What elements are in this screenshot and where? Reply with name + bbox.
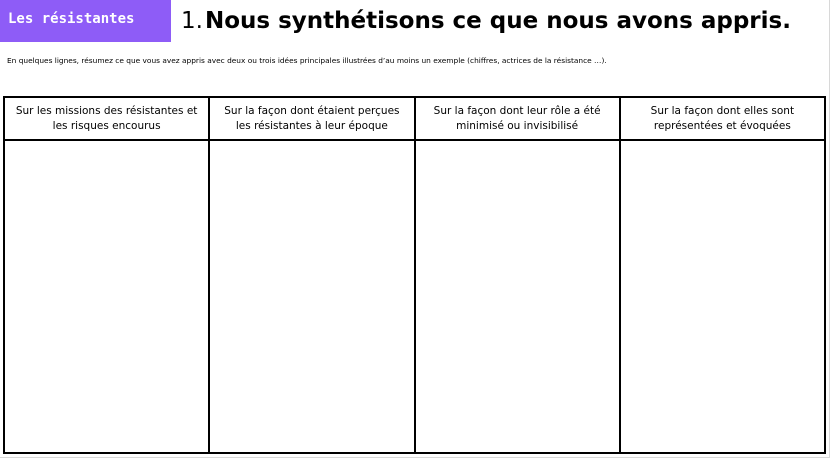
instructions-text: En quelques lignes, résumez ce que vous avez appris avec deux ou trois idées principales illustrées d’au moins un exemple (chiffres, actrices de la résistance …).	[7, 56, 607, 65]
table-column-invisibilisation	[416, 98, 621, 452]
title-number: 1.	[181, 8, 203, 34]
table-column-representation	[621, 98, 824, 452]
table-column-perception	[210, 98, 415, 452]
title-text: Nous synthétisons ce que nous avons appris.	[204, 8, 791, 34]
column-body-representation[interactable]	[621, 141, 824, 452]
column-body-missions[interactable]	[5, 141, 208, 452]
column-body-perception[interactable]	[210, 141, 413, 452]
column-header-invisibilisation: Sur la façon dont leur rôle a été minimisé ou invisibilisé	[416, 98, 619, 141]
column-body-invisibilisation[interactable]	[416, 141, 619, 452]
table-column-missions	[5, 98, 210, 452]
column-header-perception: Sur la façon dont étaient perçues les résistantes à leur époque	[210, 98, 413, 141]
column-header-missions: Sur les missions des résistantes et les risques encourus	[5, 98, 208, 141]
column-header-representation: Sur la façon dont elles sont représentées et évoquées	[621, 98, 824, 141]
topic-badge	[0, 0, 171, 42]
page-title	[181, 4, 791, 38]
topic-badge-label: Les résistantes	[8, 11, 135, 27]
synthesis-table	[3, 96, 826, 454]
